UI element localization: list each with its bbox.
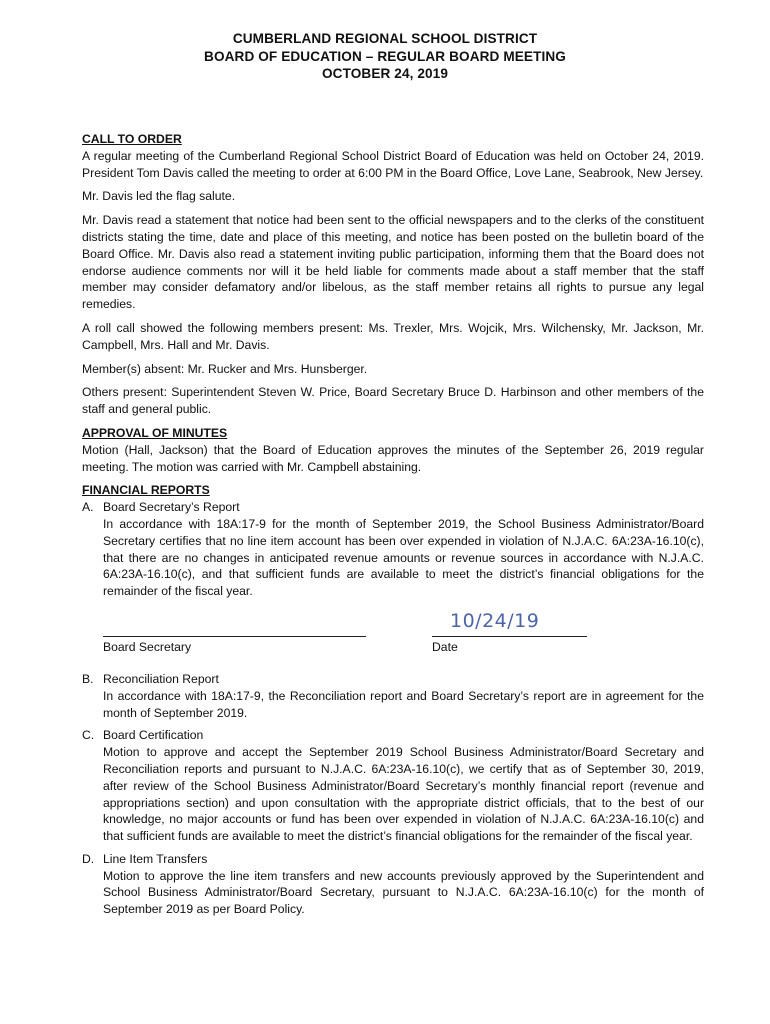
list-item-body: In accordance with 18A:17-9 for the month of September 2019, the School Business Administrator/Board Secretary certifies that no line item account has been over expended in violation of N.J.A.C. 6A:23A-16.10(c), that there are no changes in anticipated revenue amounts or revenue sources in accordance with N.J.A.C. 6A:23A-16.10(c), and that sufficient funds are available to meet the district’s financial obligations for the remainder of the fiscal year. (103, 516, 704, 599)
signature-line (103, 636, 366, 637)
list-item-body: Motion to approve the line item transfers and new accounts previously approved by the Superintendent and School Business Administrator/Board Secretary, pursuant to N.J.A.C. 6A:23A-16.10(c) for the month of September 2019 as per Board Policy. (103, 868, 704, 917)
notice-statement-paragraph: Mr. Davis read a statement that notice had been sent to the official newspapers and to the clerks of the constituent districts stating the time, date and place of this meeting, and notice has been posted on the bulletin board of the Board Office. Mr. Davis also read a statement inviting public participation, informing them that the Board does not endorse audience comments nor will it be held liable for comments made about a staff member that the staff member may consider defamatory and/or libelous, as the staff member retains all rights to pursue any legal remedies. (82, 213, 704, 312)
list-item (82, 851, 704, 918)
list-item-title: Reconciliation Report (103, 671, 219, 686)
list-item-letter: C. (82, 728, 95, 743)
list-item-letter: A. (82, 500, 94, 515)
meeting-date: OCTOBER 24, 2019 (321, 66, 448, 81)
list-item (82, 671, 704, 721)
list-item-body: Motion to approve and accept the September 2019 School Business Administrator/Board Secretary and Reconciliation reports and pursuant to N.J.A.C. 6A:23A-16.10(c), we certify that as of September 30, 2019, after review of the School Business Administrator/Board Secretary’s monthly financial report (revenue and appropriations section) and upon consultation with the appropriate district officials, that to the best of our knowledge, no major accounts or fund has been over expended in violation of N.J.A.C. 6A:23A-16.10(c) and that sufficient funds are available to meet the district’s financial obligations for the remainder of the fiscal year. (103, 745, 704, 844)
date-label: Date (432, 639, 458, 654)
date-line (432, 636, 587, 637)
list-item (82, 499, 704, 600)
document-body (82, 131, 704, 924)
approval-of-minutes-heading: APPROVAL OF MINUTES (82, 425, 228, 440)
call-to-order-paragraph: A regular meeting of the Cumberland Regional School District Board of Education was held on October 24, 2019. President Tom Davis called the meeting to order at 6:00 PM in the Board Office, Love Lane, Seabrook, New Jersey. (82, 148, 704, 180)
signature-block (82, 609, 704, 665)
board-secretary-label: Board Secretary (103, 639, 192, 654)
call-to-order-heading: CALL TO ORDER (82, 132, 182, 146)
document-header (0, 30, 770, 83)
meeting-title: BOARD OF EDUCATION – REGULAR BOARD MEETING (204, 48, 566, 64)
others-present-paragraph: Others present: Superintendent Steven W. Price, Board Secretary Bruce D. Harbinson and other members of the staff and general public. (82, 385, 704, 417)
list-item-letter: D. (82, 851, 95, 866)
list-item-title: Board Certification (103, 728, 204, 743)
flag-salute-paragraph: Mr. Davis led the flag salute. (82, 189, 236, 204)
members-absent-paragraph: Member(s) absent: Mr. Rucker and Mrs. Hunsberger. (82, 361, 368, 376)
list-item-title: Board Secretary’s Report (103, 500, 240, 515)
list-item (82, 727, 704, 845)
district-name: CUMBERLAND REGIONAL SCHOOL DISTRICT (232, 31, 538, 46)
handwritten-date: 10/24/19 (450, 609, 540, 632)
list-item-letter: B. (82, 671, 94, 686)
roll-call-paragraph: A roll call showed the following members present: Ms. Trexler, Mrs. Wojcik, Mrs. Wilchensky, Mr. Jackson, Mr. Campbell, Mrs. Hall and Mr. Davis. (82, 320, 704, 352)
list-item-body: In accordance with 18A:17-9, the Reconciliation report and Board Secretary’s report are in agreement for the month of September 2019. (103, 688, 704, 720)
financial-reports-heading: FINANCIAL REPORTS (82, 483, 210, 498)
approval-of-minutes-paragraph: Motion (Hall, Jackson) that the Board of Education approves the minutes of the September 26, 2019 regular meeting. The motion was carried with Mr. Campbell abstaining. (82, 442, 704, 474)
list-item-title: Line Item Transfers (103, 851, 208, 866)
